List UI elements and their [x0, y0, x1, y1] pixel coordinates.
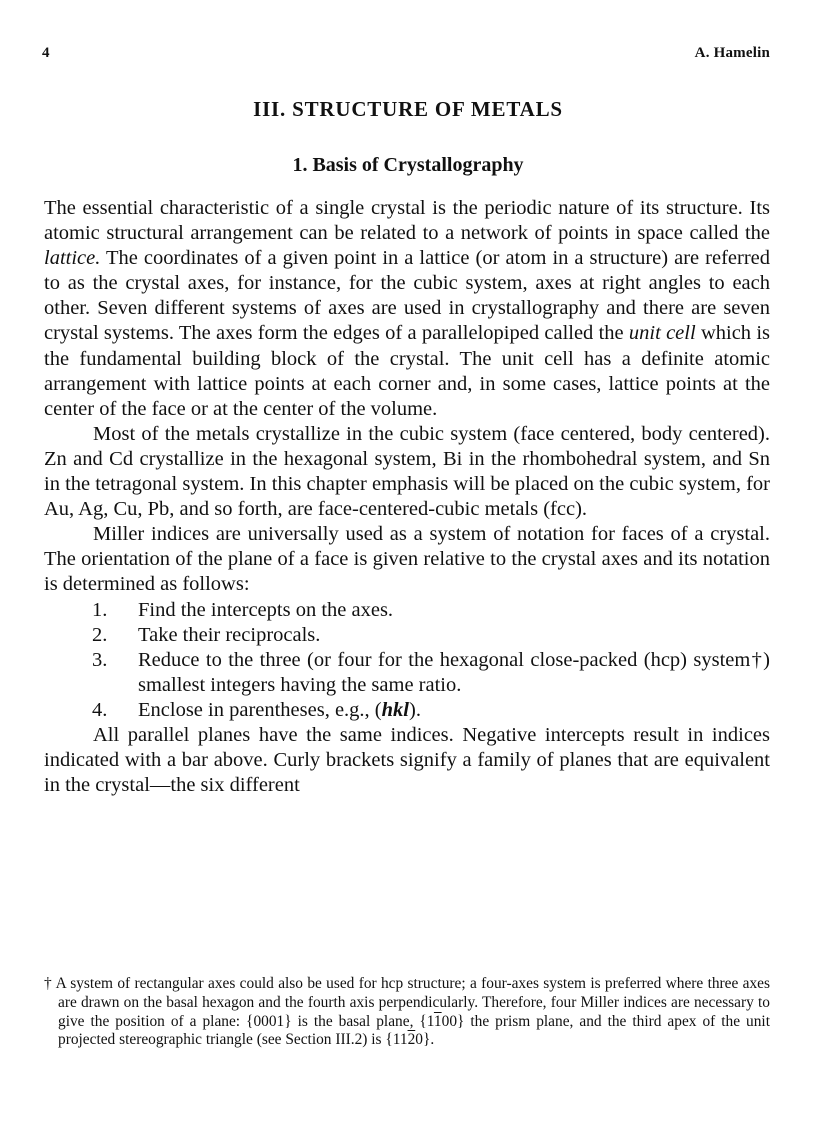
list-item — [44, 698, 770, 723]
list-item — [44, 598, 770, 623]
footnote-text-c: 0}. — [415, 1031, 435, 1049]
overbar-digit: 1 — [433, 1012, 442, 1030]
step4-text-a: Enclose in parentheses, e.g., ( — [138, 698, 382, 721]
list-item-number: 2. — [92, 623, 108, 646]
footnote — [44, 975, 770, 1050]
list-item — [44, 648, 770, 698]
list-item-text: Reduce to the three (or four for the hexagonal close-packed (hcp) system†) smallest integers having the same ratio. — [138, 648, 770, 696]
paragraph-2: Most of the metals crystallize in the cubic system (face centered, body centered). Zn and Cd crystallize in the hexagonal system, Bi in the rhombohedral system, and Sn in the tetragonal system. In this chapter emphasis will be placed on the cubic system, for Au, Ag, Cu, Pb, and so forth, are face-centered-cubic metals (fcc). — [44, 422, 770, 521]
list-item-text — [138, 698, 770, 723]
body-text — [44, 196, 770, 798]
paragraph-4: All parallel planes have the same indices. Negative intercepts result in indices indicated with a bar above. Curly brackets signify a family of planes that are equivalent in the crystal—the six different — [44, 723, 770, 797]
p1-text-a: The essential characteristic of a single crystal is the periodic nature of its structure. Its atomic structural arrangement can be related to a network of points in space called the — [44, 197, 770, 245]
list-item-number: 3. — [92, 648, 108, 671]
running-head-author: A. Hamelin — [694, 45, 770, 61]
term-lattice: lattice. — [44, 247, 101, 270]
page-number: 4 — [42, 45, 50, 61]
section-title: III. STRUCTURE OF METALS — [253, 97, 563, 121]
list-item — [44, 623, 770, 648]
footnote-text-b: 00} the prism plane, and the third apex of the unit projected stereographic triangle (see Section III.2) is {11 — [58, 1012, 770, 1049]
footnote-text-a: † A system of rectangular axes could also be used for hcp structure; a four-axes system is preferred where three axes are drawn on the basal hexagon and the fourth axis perpendicularly. Therefore, four Miller indices are necessary to give the position of a plane: {0001} is the basal plane, {1 — [44, 975, 770, 1030]
footnote-text — [44, 975, 770, 1050]
paragraph-1 — [44, 196, 770, 422]
list-item-number: 1. — [92, 598, 108, 621]
p1-text-c: The coordinates of a given point in a lattice (or atom in a structure) are referred to as the crystal axes, for instance, for the cubic system, axes at right angles to each other. Seven different systems of axes are used in crystallography and there are seven crystal systems. The axes form the edges of a parallelopiped called the — [44, 247, 770, 345]
miller-steps-list — [44, 598, 770, 723]
list-item-number: 4. — [92, 698, 108, 721]
list-item-text: Find the intercepts on the axes. — [138, 598, 394, 621]
term-hkl: hkl — [381, 698, 409, 721]
term-unit-cell: unit cell — [628, 322, 696, 345]
step4-text-c: ). — [409, 698, 421, 721]
paragraph-3: Miller indices are universally used as a system of notation for faces of a crystal. The orientation of the plane of a face is given relative to the crystal axes and its notation is determined as follows: — [44, 523, 770, 596]
p1-text-e: which is the fundamental building block of the crystal. The unit cell has a definite atomic arrangement with lattice points at each corner and, in some cases, lattice points at the center of the face or at the center of the volume. — [44, 322, 770, 420]
list-item-text: Take their reciprocals. — [138, 623, 321, 646]
subsection-title: 1. Basis of Crystallography — [292, 154, 524, 176]
overbar-digit: 2 — [407, 1031, 416, 1049]
